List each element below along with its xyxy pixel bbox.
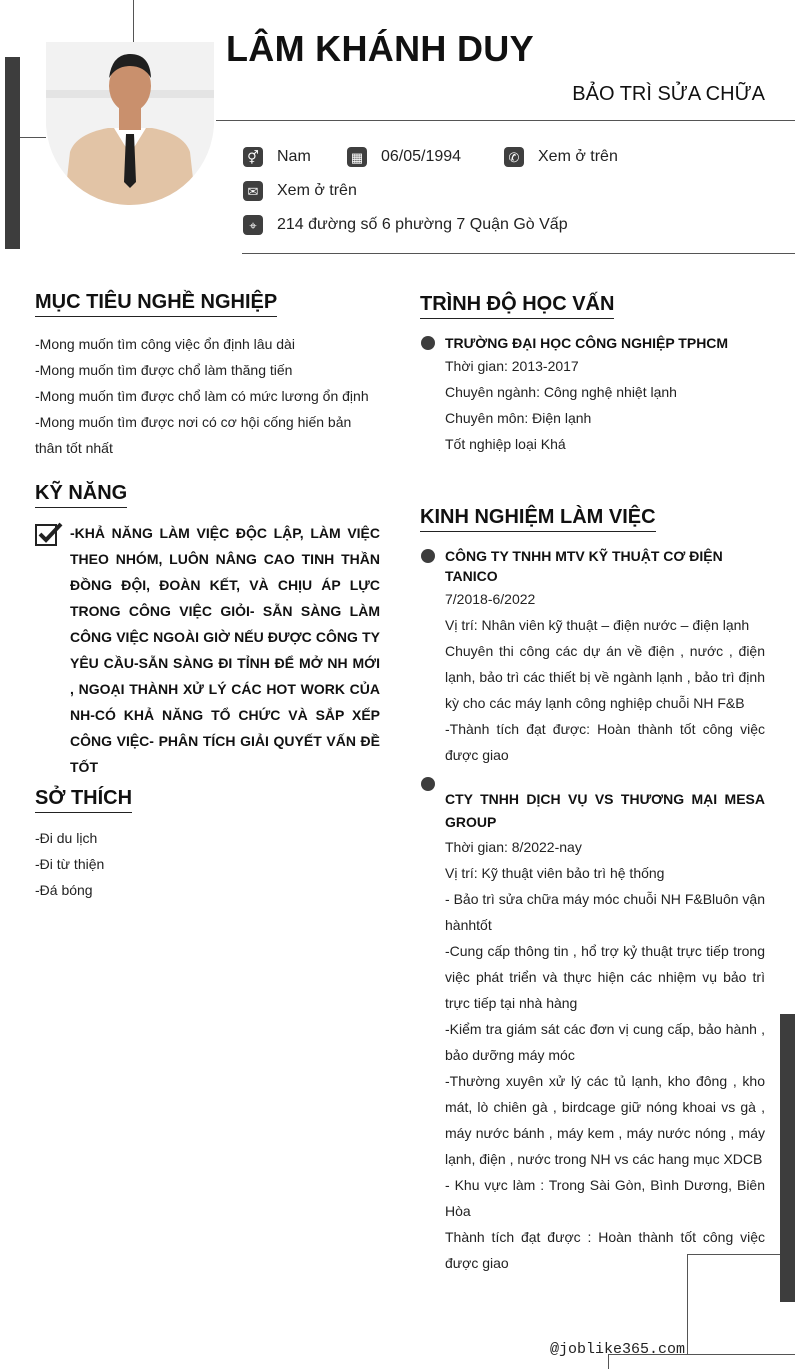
- experience-section: [420, 506, 656, 532]
- section-title: TRÌNH ĐỘ HỌC VẤN: [420, 293, 614, 319]
- job-position: Vị trí: Kỹ thuật viên bảo trì hệ thống: [445, 865, 665, 881]
- address-value: 214 đường số 6 phường 7 Quận Gò Vấp: [277, 216, 568, 233]
- education-time: Thời gian: 2013-2017: [445, 358, 579, 374]
- info-divider: [242, 253, 795, 254]
- calendar-icon: ▦: [347, 147, 367, 167]
- gender-icon: ⚥: [243, 147, 263, 167]
- email-row: [243, 181, 357, 201]
- job-period: Thời gian: 8/2022-nay: [445, 839, 582, 855]
- email-value: Xem ở trên: [277, 182, 357, 199]
- job-period: 7/2018-6/2022: [445, 591, 536, 607]
- decor-bar-right: [780, 1014, 795, 1302]
- company-name: CÔNG TY TNHH MTV KỸ THUẬT CƠ ĐIỆN TANICO: [445, 548, 723, 584]
- skills-section: [35, 482, 380, 508]
- skills-text: -KHẢ NĂNG LÀM VIỆC ĐỘC LẬP, LÀM VIỆC THEO NHÓM, LUÔN NÂNG CAO TINH THẦN ĐỒNG ĐỘI, ĐOÀN KẾT, VÀ CHỊU ÁP LỰC TRONG CÔNG VIỆC GIỎI- SẴN SÀNG LÀM CÔNG VIỆC NGOÀI GIỜ NẾU ĐƯỢC CÔNG TY YÊU CẦU-SẴN SÀNG ĐI TỈNH ĐỂ MỞ NH MỚI , NGOẠI THÀNH XỬ LÝ CÁC HOT WORK CỦA NH-CÓ KHẢ NĂNG TỔ CHỨC VÀ SẮP XẾP CÔNG VIỆC- PHÂN TÍCH GIẢI QUYẾT VẤN ĐỀ TỐT: [70, 525, 380, 775]
- phone-value: Xem ở trên: [538, 148, 618, 165]
- watermark: @joblike365.com: [550, 1341, 686, 1358]
- timeline-dot: [421, 549, 435, 563]
- hobby-item: -Đi từ thiện: [35, 856, 105, 872]
- job-duty: - Bảo trì sửa chữa máy móc chuỗi NH F&Bluôn vận hànhtốt: [445, 891, 765, 933]
- address-row: [243, 215, 568, 235]
- section-title: KỸ NĂNG: [35, 482, 127, 508]
- timeline-dot: [421, 336, 435, 350]
- education-entry: [445, 333, 765, 457]
- education-specialty: Chuyên môn: Điện lạnh: [445, 410, 592, 426]
- job-title: BẢO TRÌ SỬA CHỮA: [572, 83, 765, 105]
- checkbox-icon: [35, 522, 63, 546]
- job-description: Chuyên thi công các dự án về điện , nước , điện lạnh, bảo trì các thiết bị về ngành lạnh , bảo trì định kỳ cho các máy lạnh công nghiệp chuỗi NH F&B: [445, 643, 765, 711]
- job-entry: [445, 788, 765, 1276]
- objective-line: -Mong muốn tìm được chổ làm có mức lương ổn định: [35, 388, 369, 404]
- hobby-item: -Đi du lịch: [35, 830, 98, 846]
- decor-line: [133, 0, 134, 42]
- avatar: [46, 42, 214, 205]
- education-major: Chuyên ngành: Công nghệ nhiệt lạnh: [445, 384, 677, 400]
- job-position: Vị trí: Nhân viên kỹ thuật – điện nước – điện lạnh: [445, 617, 750, 633]
- education-grade: Tốt nghiệp loại Khá: [445, 436, 566, 452]
- objective-section: [35, 291, 380, 461]
- job-duty: -Kiểm tra giám sát các đơn vị cung cấp, bảo hành , bảo dưỡng máy móc: [445, 1021, 765, 1063]
- dob-value: 06/05/1994: [381, 148, 462, 165]
- gender-row: [243, 147, 311, 167]
- section-title: MỤC TIÊU NGHỀ NGHIỆP: [35, 291, 277, 317]
- timeline-dot: [421, 777, 435, 791]
- email-icon: ✉: [243, 181, 263, 201]
- job-duty: -Cung cấp thông tin , hổ trợ kỷ thuật trực tiếp trong việc phát triển và thực hiện các nhiệm vụ bảo trì trực tiếp tại nhà hàng: [445, 943, 765, 1011]
- objective-line: -Mong muốn tìm được nơi có cơ hội cống hiến bản thân tốt nhất: [35, 414, 352, 456]
- objective-line: -Mong muốn tìm công việc ổn định lâu dài: [35, 336, 295, 352]
- job-entry: [445, 546, 765, 768]
- education-section: [420, 293, 614, 319]
- job-achievement: -Thành tích đạt được: Hoàn thành tốt công việc được giao: [445, 721, 765, 763]
- objective-line: -Mong muốn tìm được chổ làm thăng tiến: [35, 362, 293, 378]
- phone-row: [504, 147, 618, 167]
- header-divider: [216, 120, 795, 121]
- job-duty: - Khu vực làm : Trong Sài Gòn, Bình Dương, Biên Hòa: [445, 1177, 765, 1219]
- gender-value: Nam: [277, 148, 311, 165]
- section-title: KINH NGHIỆM LÀM VIỆC: [420, 506, 656, 532]
- hobby-item: -Đá bóng: [35, 882, 93, 898]
- section-title: SỞ THÍCH: [35, 787, 132, 813]
- hobbies-section: [35, 787, 380, 903]
- job-achievement: Thành tích đạt được : Hoàn thành tốt công việc được giao: [445, 1229, 765, 1271]
- school-name: TRƯỜNG ĐẠI HỌC CÔNG NGHIỆP TPHCM: [445, 335, 729, 351]
- job-duty: -Thường xuyên xử lý các tủ lạnh, kho đông , kho mát, lò chiên gà , birdcage giữ nóng khoai vs gà , máy nước bánh , máy kem , máy nước nóng , máy lạnh, điện , nước trong NH vs các hang mục XDCB: [445, 1073, 765, 1167]
- decor-line: [20, 137, 46, 138]
- candidate-name: LÂM KHÁNH DUY: [226, 28, 534, 69]
- decor-bar-left: [5, 57, 20, 249]
- phone-icon: ✆: [504, 147, 524, 167]
- dob-row: [347, 147, 461, 167]
- company-name: CTY TNHH DỊCH VỤ VS THƯƠNG MẠI MESA GROUP: [445, 791, 765, 830]
- location-icon: ⌖: [243, 215, 263, 235]
